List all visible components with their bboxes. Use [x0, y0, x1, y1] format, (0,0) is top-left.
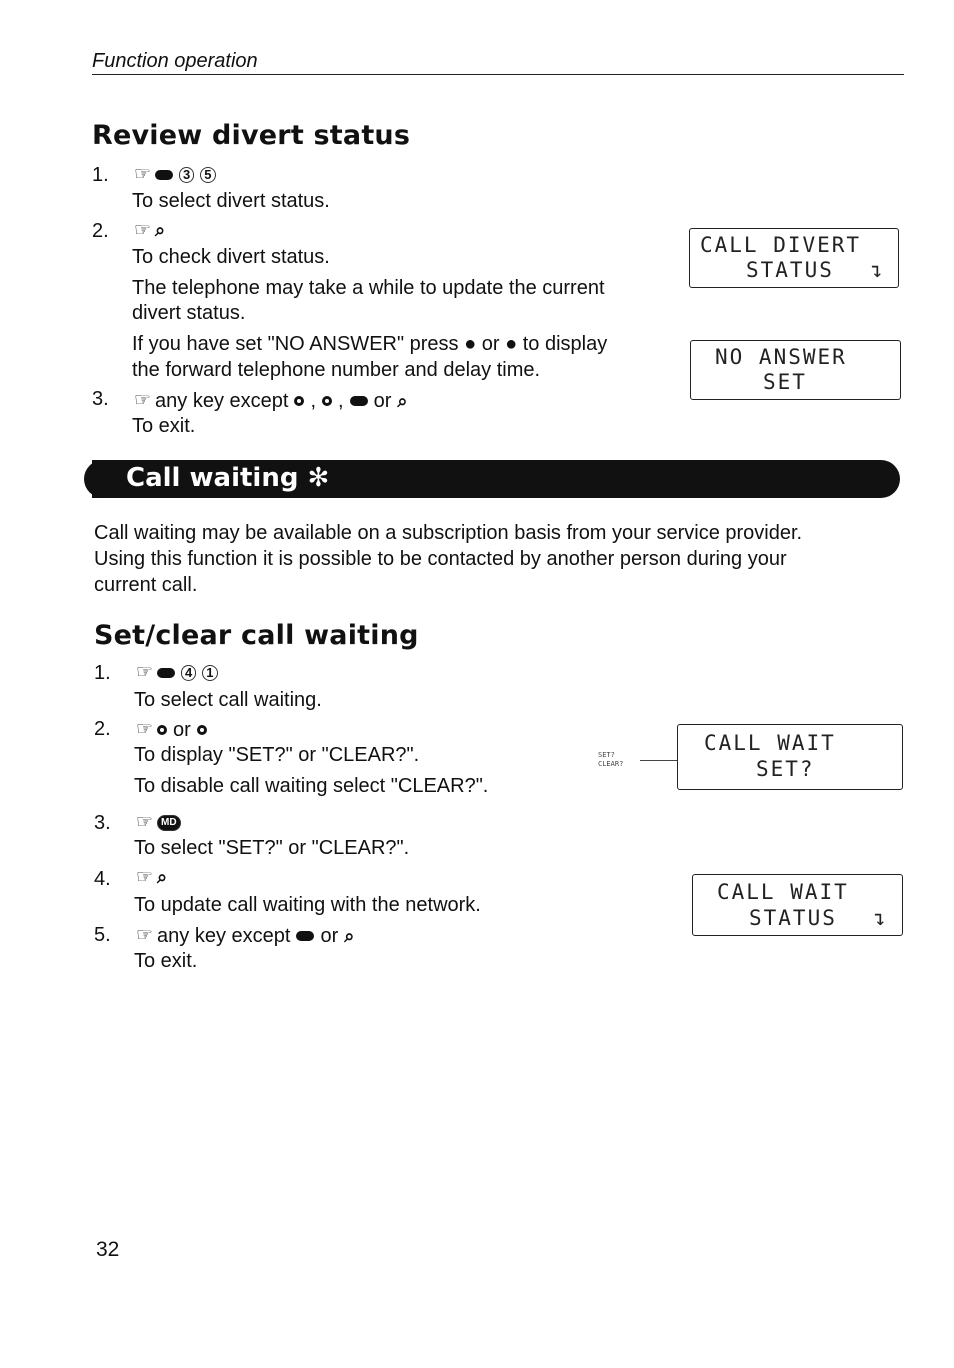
header-rule: [92, 74, 904, 75]
up-key-icon: [157, 725, 167, 735]
banner-title: [126, 463, 329, 493]
up-key-icon: [294, 396, 304, 406]
connector-line: [640, 760, 678, 761]
menu-key-icon: [157, 668, 175, 678]
step-text: To select call waiting.: [134, 689, 322, 711]
step-number: 3.: [94, 812, 111, 834]
step-text: To display "SET?" or "CLEAR?".: [134, 744, 420, 766]
send-key-icon: ⌕: [157, 867, 168, 887]
step-text: The telephone may take a while to update the current: [132, 277, 605, 299]
step-text: If you have set "NO ANSWER" press ● or ● to display: [132, 333, 608, 355]
press-hand-icon: ☞: [136, 812, 152, 833]
key-1-icon: 1: [202, 665, 217, 681]
step-number: 5.: [94, 924, 111, 946]
menu-key-icon: [296, 931, 314, 941]
press-hand-icon: ☞: [134, 164, 150, 185]
side-label-set: SET?: [598, 751, 615, 759]
press-hand-icon: ☞: [136, 662, 152, 683]
press-hand-icon: ☞: [134, 220, 150, 241]
or-text: or: [320, 925, 339, 947]
step-text: To exit.: [134, 950, 198, 972]
key-3-icon: 3: [179, 167, 194, 183]
key-4-icon: 4: [181, 665, 196, 681]
send-key-icon: ⌕: [155, 220, 166, 240]
banner-title-text: Call waiting: [126, 463, 299, 493]
menu-key-icon: [155, 170, 173, 180]
step-text: the forward telephone number and delay time.: [132, 359, 541, 381]
lcd-arrow-icon: ↴: [870, 258, 885, 282]
side-label-clear: CLEAR?: [598, 760, 624, 768]
lcd-line-1: NO ANSWER: [715, 345, 847, 369]
separator: ,: [338, 390, 344, 412]
step-text: any key except: [155, 390, 289, 412]
or-text: or: [173, 719, 191, 741]
menu-key-icon: [350, 396, 368, 406]
key-sequence: [134, 163, 216, 186]
key-sequence: [136, 717, 207, 743]
step-text: To check divert status.: [132, 246, 330, 268]
step-text: any key except: [157, 925, 291, 947]
lcd-line-1: CALL WAIT: [717, 880, 849, 904]
step-number: 4.: [94, 868, 111, 890]
lcd-line-1: CALL DIVERT: [700, 233, 862, 257]
key-sequence: [136, 661, 218, 684]
set-clear-side-labels: [598, 751, 623, 769]
step-text: divert status.: [132, 302, 246, 324]
intro-line: current call.: [94, 574, 198, 596]
down-key-icon: [322, 396, 332, 406]
press-hand-icon: ☞: [136, 719, 152, 740]
step-text: To update call waiting with the network.: [134, 894, 481, 916]
intro-line: Using this function it is possible to be contacted by another person during your: [94, 548, 787, 570]
running-header: Function operation: [92, 50, 258, 72]
step-text: To disable call waiting select "CLEAR?".: [134, 775, 489, 797]
call-waiting-icon: ✻: [307, 463, 330, 493]
separator: ,: [310, 390, 317, 412]
lcd-display-no-answer-set: [690, 340, 901, 400]
call-waiting-banner: [92, 460, 900, 498]
press-hand-icon: ☞: [134, 390, 150, 411]
send-key-icon: ⌕: [397, 391, 408, 411]
lcd-line-2: STATUS: [749, 906, 837, 930]
banner-cap: [84, 460, 114, 498]
step-number: 3.: [92, 388, 109, 410]
key-sequence: [134, 219, 165, 242]
press-hand-icon: ☞: [136, 867, 152, 888]
intro-line: Call waiting may be available on a subscription basis from your service provider.: [94, 522, 803, 544]
section-title-review-divert: Review divert status: [92, 120, 411, 151]
step-number: 2.: [94, 718, 111, 740]
down-key-icon: [197, 725, 207, 735]
step-number: 1.: [94, 662, 111, 684]
lcd-line-2: SET: [763, 370, 807, 394]
lcd-arrow-icon: ↴: [873, 906, 888, 930]
press-hand-icon: ☞: [136, 925, 152, 946]
send-key-icon: ⌕: [344, 926, 355, 946]
step-number: 1.: [92, 164, 109, 186]
step-text: To select "SET?" or "CLEAR?".: [134, 837, 410, 859]
lcd-line-2: STATUS: [746, 258, 834, 282]
key-sequence: [136, 811, 181, 834]
or-text: or: [373, 390, 392, 412]
section-title-set-clear: Set/clear call waiting: [94, 620, 419, 651]
step-text: To select divert status.: [132, 190, 330, 212]
key-5-icon: 5: [200, 167, 215, 183]
lcd-display-call-divert-status: [689, 228, 899, 288]
lcd-line-1: CALL WAIT: [704, 731, 836, 755]
lcd-display-call-wait-set: [677, 724, 903, 790]
md-key-icon: MD: [157, 815, 181, 831]
lcd-display-call-wait-status: [692, 874, 903, 936]
page-number: 32: [96, 1238, 120, 1261]
key-sequence: [136, 866, 167, 889]
key-sequence: [136, 923, 354, 949]
lcd-line-2: SET?: [756, 757, 815, 781]
step-number: 2.: [92, 220, 109, 242]
step-text: To exit.: [132, 415, 196, 437]
key-sequence: [134, 388, 407, 414]
